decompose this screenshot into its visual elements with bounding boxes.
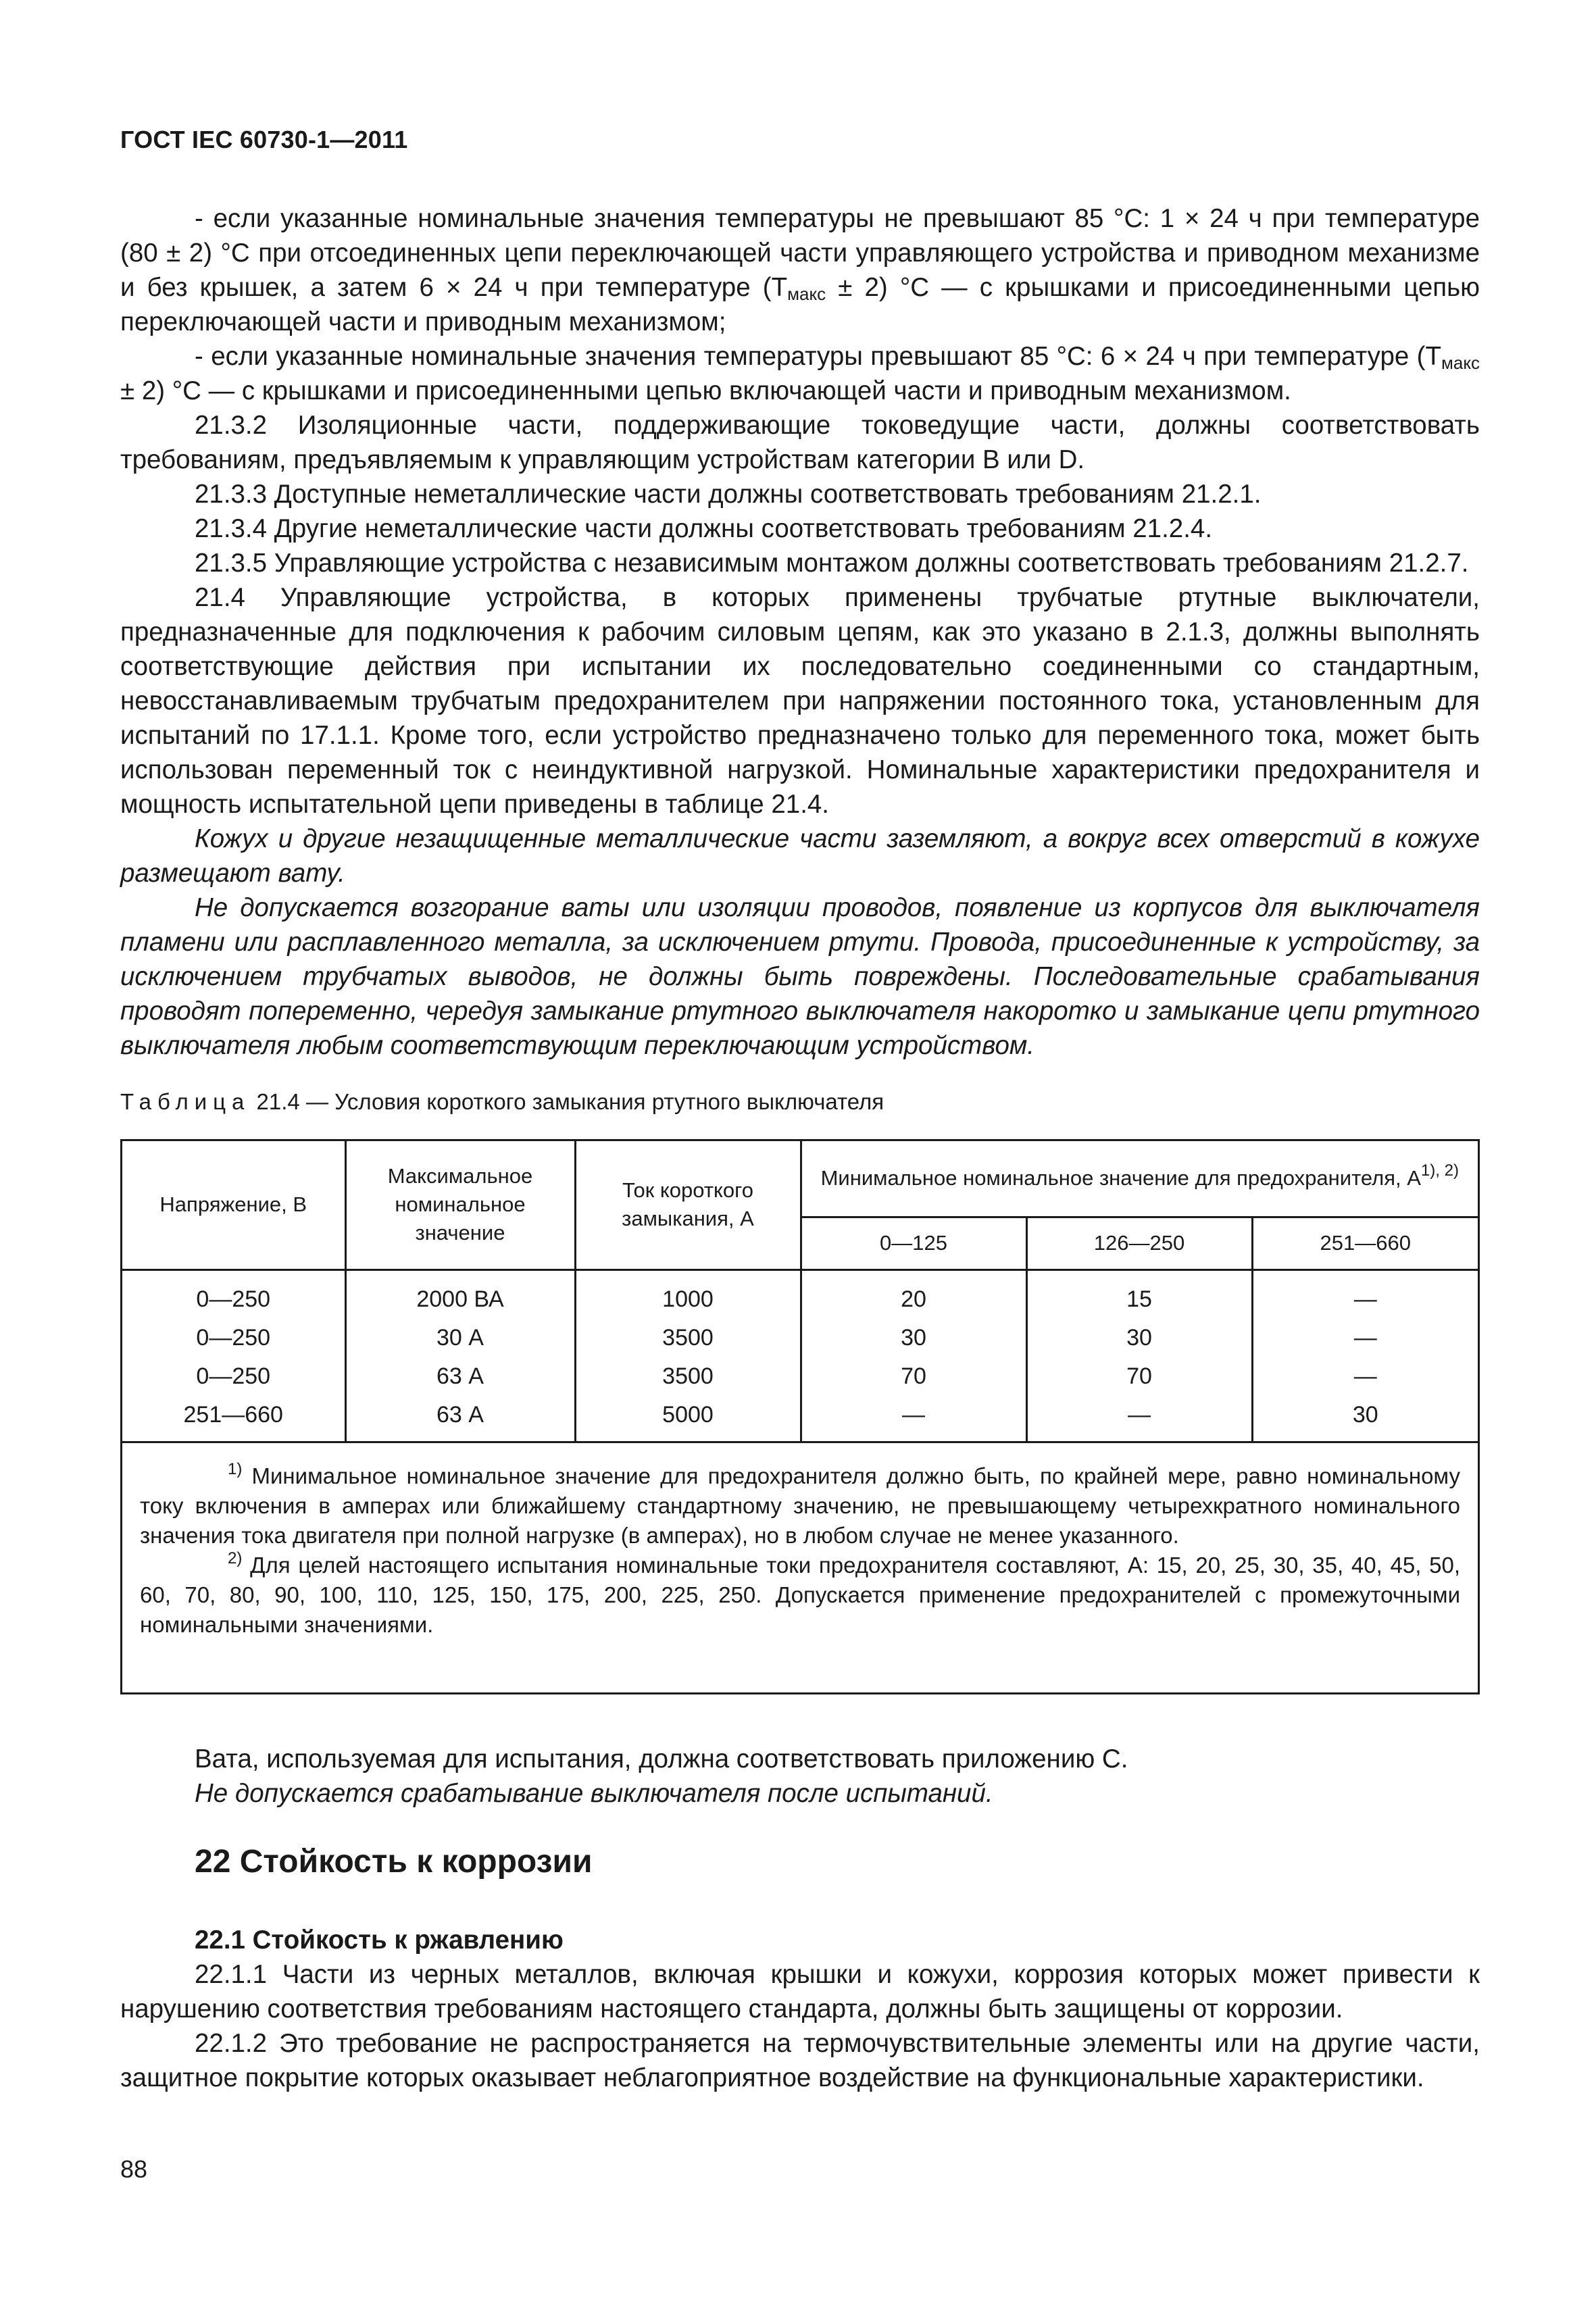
table-cell: 0—250 [122,1269,345,1319]
document-header: ГОСТ IEC 60730-1—2011 [120,126,408,153]
table-cell: 0—250 [122,1357,345,1396]
header-min-rating [801,1141,1478,1217]
paragraph-21-3-5: 21.3.5 Управляющие устройства с независимым монтажом должны соответствовать требованиям 21.2.7. [195,549,1469,578]
table-cell: 30 [801,1319,1026,1357]
text-run: - если указанные номинальные значения температуры превышают 85 °С: 6 × 24 ч при температуре (Т [195,342,1441,371]
header-range-3: 251—660 [1252,1217,1478,1269]
header-min-rating-text: Минимальное номинальное значение для предохранителя, А [820,1166,1421,1190]
table-row [122,1269,1478,1319]
footnote-mark: 1) [228,1460,243,1478]
paragraph-21-3-3: 21.3.3 Доступные неметаллические части должны соответствовать требованиям 21.2.1. [195,480,1262,509]
footnote-1 [140,1461,1460,1551]
paragraph-21-3-2: 21.3.2 Изоляционные части, поддерживающие токоведущие части, должны соответствовать требованиям, предъявляемым к управляющим устройствам категории В или D. [120,411,1480,474]
table-row [122,1357,1478,1396]
paragraph-21-3-4: 21.3.4 Другие неметаллические части должны соответствовать требованиям 21.2.4. [195,514,1213,543]
subsection-title: 22.1 Стойкость к ржавлению [195,1926,564,1955]
paragraph-22-1-2: 22.1.2 Это требование не распространяется на термочувствительные элементы или на другие части, защитное покрытие которых оказывает неблагоприятное воздействие на функциональные характеристики. [120,2029,1480,2092]
table-caption-label: Таблица [120,1089,251,1114]
table-cell: — [1353,1324,1377,1351]
paragraph-21-4: 21.4 Управляющие устройства, в которых применены трубчатые ртутные выключатели, предназначенные для подключения к рабочим силовым цепям, как это указано в 2.1.3, должны выполнять соответствующие действия при испытании их последовательно соединенными со стандартным, невосстанавливаемым трубчатым предохранителем при напряжении постоянного тока, установленным для испытаний по 17.1.1. Кроме того, если устройство предназначено только для переменного тока, может быть использован переменный ток с неиндуктивной нагрузкой. Номинальные характеристики предохранителя и мощность испытательной цепи приведены в таблице 21.4. [120,583,1480,819]
table-row [122,1396,1478,1442]
table-cell: 70 [801,1357,1026,1396]
short-circuit-table [122,1141,1478,1443]
footnote-ref: 1), 2) [1420,1161,1459,1180]
test-criteria-paragraph: Не допускается возгорание ваты или изоляции проводов, появление из корпусов для выключателя пламени или расплавленного металла, за исключением ртути. Провода, присоединенные к устройству, за исключением трубчатых выводов, не должны быть повреждены. Последовательные срабатывания проводят попеременно, чередуя замыкание ртутного выключателя накоротко и замыкание цепи ртутного выключателя любым соответствующим переключающим устройством. [120,893,1480,1060]
table-cell: 15 [1026,1269,1252,1319]
header-max-rating: Максимальное номинальное значение [345,1141,575,1269]
text-run: ± 2) °С — с крышками и присоединенными цепью включающей части и приводным механизмом. [120,376,1291,405]
test-method-paragraph: Кожух и другие незащищенные металлические части заземляют, а вокруг всех отверстий в кожухе размещают вату. [120,824,1480,888]
footnote-text: Минимальное номинальное значение для предохранителя должно быть, по крайней мере, равно номинальному току включения в амперах или ближайшему стандартному значению, не превышающему четырехкратного номинального значения тока двигателя при полной нагрузке (в амперах), но в любом случае не менее указанного. [140,1463,1460,1548]
table-cell: 20 [801,1269,1026,1319]
subscript: макс [787,284,826,304]
table-cell: 63 А [345,1396,575,1442]
table-cell: — [1026,1396,1252,1442]
table-cell: 3500 [575,1357,801,1396]
table-caption [120,1089,884,1115]
post-table-text [120,1742,1480,1811]
table-row [122,1319,1478,1357]
text-run: - если указанные номинальные значения температуры не превышают 85 °С: 1 × 24 ч при температуре (80 ± 2) °С при отсоединенных цепи переключающей части управляющего устройства и приводном механизме и без крышек, а затем 6 × 24 ч при температуре (Т [120,204,1480,302]
table-frame [120,1139,1480,1694]
table-cell: 3500 [575,1319,801,1357]
footnote-mark: 2) [228,1549,243,1567]
table-cell: 30 А [345,1319,575,1357]
header-range-1: 0—125 [801,1217,1026,1269]
table-cell: — [1353,1363,1377,1389]
table-cell: 0—250 [122,1319,345,1357]
paragraph-22-1-1: 22.1.1 Части из черных металлов, включая крышки и кожухи, коррозия которых может привести к нарушению соответствия требованиям настоящего стандарта, должны быть защищены от коррозии. [120,1960,1480,2023]
header-short-current: Ток короткого замыкания, А [575,1141,801,1269]
table-footnotes [140,1461,1460,1640]
paragraph [120,201,1480,339]
body-text [120,201,1480,1063]
table-cell: 5000 [575,1396,801,1442]
table-cell: 251—660 [122,1396,345,1442]
paragraph: Не допускается срабатывание выключателя после испытаний. [195,1779,993,1808]
header-voltage: Напряжение, В [122,1141,345,1269]
table-cell: 30 [1252,1396,1478,1442]
subscript: макс [1441,353,1480,373]
paragraph: Вата, используемая для испытания, должна соответствовать приложению С. [195,1744,1128,1774]
table-caption-title: 21.4 — Условия короткого замыкания ртутного выключателя [250,1089,884,1114]
table-cell: 70 [1026,1357,1252,1396]
table-cell: 2000 ВА [345,1269,575,1319]
header-range-2: 126—250 [1026,1217,1252,1269]
table-cell: — [801,1396,1026,1442]
table-cell: 30 [1026,1319,1252,1357]
paragraph [120,339,1480,408]
table-cell: 1000 [575,1269,801,1319]
footnote-2 [140,1551,1460,1640]
section-title: 22 Стойкость к коррозии [195,1844,593,1880]
table-cell: — [1353,1286,1377,1312]
footnote-text: Для целей настоящего испытания номинальные токи предохранителя составляют, А: 15, 20, 25, 30, 35, 40, 45, 50, 60, 70, 80, 90, 100, 110, 125, 150, 175, 200, 225, 250. Допускается применение предохранителей с промежуточными номинальными значениями. [140,1553,1460,1637]
section-body [120,1923,1480,2095]
text-run: ± 2) °С — с крышками и присоединенными цепью переключающей части и приводным механизмом; [120,273,1480,336]
table-cell: 63 А [345,1357,575,1396]
page-number: 88 [120,2155,148,2183]
